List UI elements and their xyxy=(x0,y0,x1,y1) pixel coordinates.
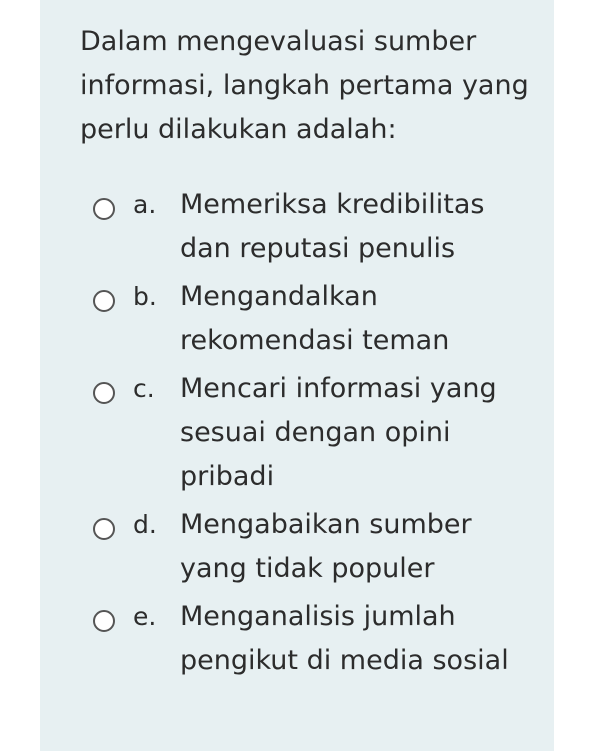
option-e[interactable] xyxy=(0,595,600,683)
option-letter: a. xyxy=(133,190,157,219)
option-text: Mengandalkan rekomendasi teman xyxy=(180,281,450,356)
option-c[interactable] xyxy=(0,367,600,499)
option-text: Mengabaikan sumber yang tidak populer xyxy=(180,509,472,584)
answer-options xyxy=(0,183,600,687)
option-letter: c. xyxy=(133,374,155,403)
option-text: Menganalisis jumlah pengikut di media sosial xyxy=(180,601,509,676)
option-a[interactable] xyxy=(0,183,600,271)
option-letter: d. xyxy=(133,510,157,539)
radio-button-icon[interactable] xyxy=(93,382,115,404)
option-d[interactable] xyxy=(0,503,600,591)
radio-button-icon[interactable] xyxy=(93,610,115,632)
radio-button-icon[interactable] xyxy=(93,518,115,540)
option-text: Memeriksa kredibilitas dan reputasi penulis xyxy=(180,189,485,264)
question-text: Dalam mengevaluasi sumber informasi, langkah pertama yang perlu dilakukan adalah: xyxy=(80,26,529,145)
radio-button-icon[interactable] xyxy=(93,290,115,312)
option-b[interactable] xyxy=(0,275,600,363)
radio-button-icon[interactable] xyxy=(93,198,115,220)
option-text: Mencari informasi yang sesuai dengan opini pribadi xyxy=(180,373,497,492)
option-letter: b. xyxy=(133,282,157,311)
option-letter: e. xyxy=(133,602,157,631)
